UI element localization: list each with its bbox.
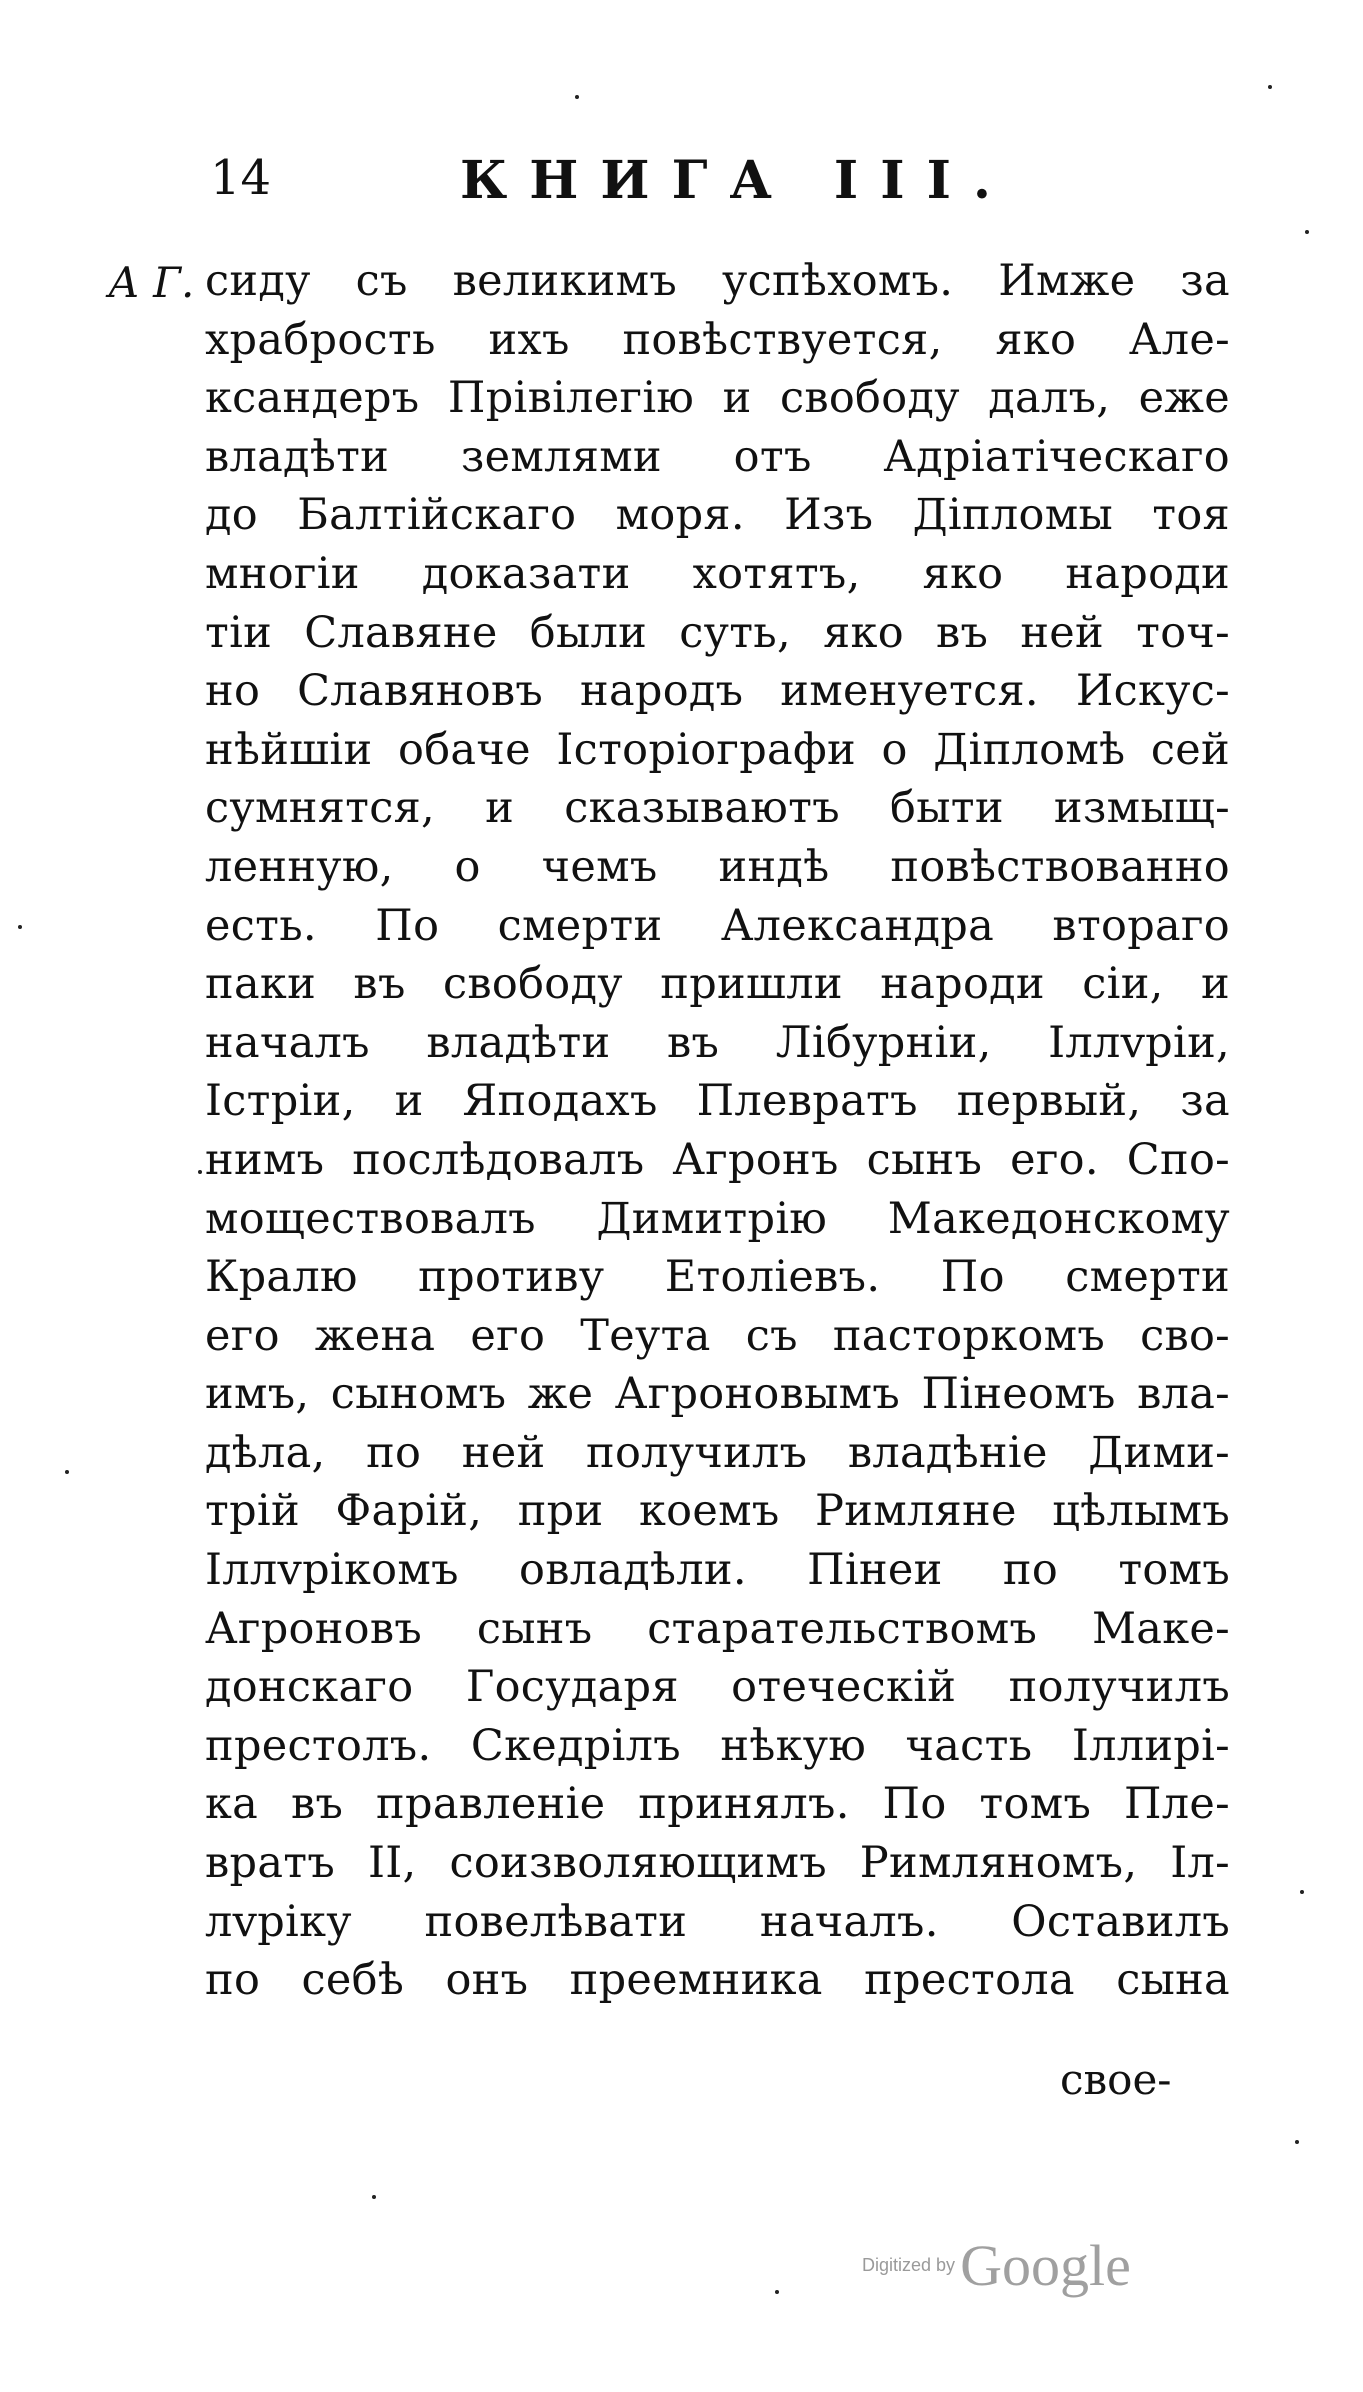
watermark (862, 2232, 1131, 2299)
text-line: трій Фарій, при коемъ Римляне цѣлымъ (205, 1486, 1230, 1537)
text-line: вратъ II, соизволяющимъ Римляномъ, Іл- (205, 1838, 1230, 1889)
page-number: 14 (210, 150, 272, 206)
text-line: мoществовалъ Димитрію Македонскому (205, 1193, 1230, 1244)
scan-speck (198, 1170, 202, 1174)
text-line: началъ владѣти въ Лібурніи, Іллvріи, (205, 1017, 1230, 1068)
scan-speck (1295, 2140, 1299, 2144)
watermark-brand: Google (960, 2233, 1131, 2298)
scan-speck (1268, 85, 1272, 89)
scan-speck (1305, 230, 1309, 234)
text-line: Істріи, и Яподахъ Плевратъ первый, за (205, 1076, 1230, 1127)
text-line: но Славяновъ народъ именуется. Искус- (205, 666, 1230, 717)
scan-speck (575, 95, 579, 99)
scan-speck (775, 2290, 779, 2294)
text-line: Агроновъ сынъ старательствомъ Маке- (205, 1603, 1230, 1654)
text-line: ленную, о чемъ индѣ повѣствованно (205, 841, 1230, 892)
text-line: имъ, сыномъ же Агроновымъ Пінеомъ вла- (205, 1369, 1230, 1420)
text-line: по себѣ онъ преемника престола сына (205, 1955, 1230, 2006)
running-head: КНИГА III. (460, 150, 1013, 211)
text-line: ксандеръ Прівілегію и свободу далъ, еже (205, 373, 1230, 424)
watermark-prefix: Digitized by (862, 2255, 956, 2275)
text-line: ка въ правленіе принялъ. По томъ Пле- (205, 1779, 1230, 1830)
text-line: паки въ свободу пришли народи сіи, и (205, 959, 1230, 1010)
text-line: дѣла, по ней получилъ владѣніе Дими- (205, 1427, 1230, 1478)
text-line: Іллvрікомъ овладѣли. Пінеи по томъ (205, 1545, 1230, 1596)
text-line: лvріку повелѣвати началъ. Оставилъ (205, 1896, 1230, 1947)
text-line: нѣйшіи обаче Історіографи о Діпломѣ сей (205, 724, 1230, 775)
text-line: нимъ послѣдовалъ Агронъ сынъ его. Спо- (205, 1134, 1230, 1185)
text-line: тіи Славяне были суть, яко въ ней точ- (205, 607, 1230, 658)
text-line: есть. По смерти Александра втораго (205, 900, 1230, 951)
margin-mark: А Г. (108, 258, 195, 307)
text-line: храбрость ихъ повѣствуется, яко Але- (205, 314, 1230, 365)
scan-speck (65, 1470, 69, 1474)
text-line: до Балтійскаго моря. Изъ Діпломы тоя (205, 490, 1230, 541)
text-line: многіи доказати хотятъ, яко народи (205, 548, 1230, 599)
text-line: владѣти землями отъ Адріатіческаго (205, 431, 1230, 482)
text-line: донскаго Государя отеческій получилъ (205, 1662, 1230, 1713)
text-line: сумнятся, и сказываютъ быти измыщ- (205, 783, 1230, 834)
scan-speck (1300, 1890, 1304, 1894)
text-line: сиду съ великимъ успѣхомъ. Имже за (205, 256, 1230, 306)
text-line: Кралю противу Етоліевъ. По смерти (205, 1252, 1230, 1303)
body-text (205, 252, 1230, 2010)
page-header (210, 150, 1020, 220)
catchword: свое- (1060, 2055, 1172, 2104)
scan-speck (18, 925, 22, 929)
text-line: его жена его Теута съ пасторкомъ сво- (205, 1310, 1230, 1361)
text-line: престолъ. Скедрілъ нѣкую часть Іллирі- (205, 1720, 1230, 1771)
scan-speck (372, 2195, 376, 2199)
